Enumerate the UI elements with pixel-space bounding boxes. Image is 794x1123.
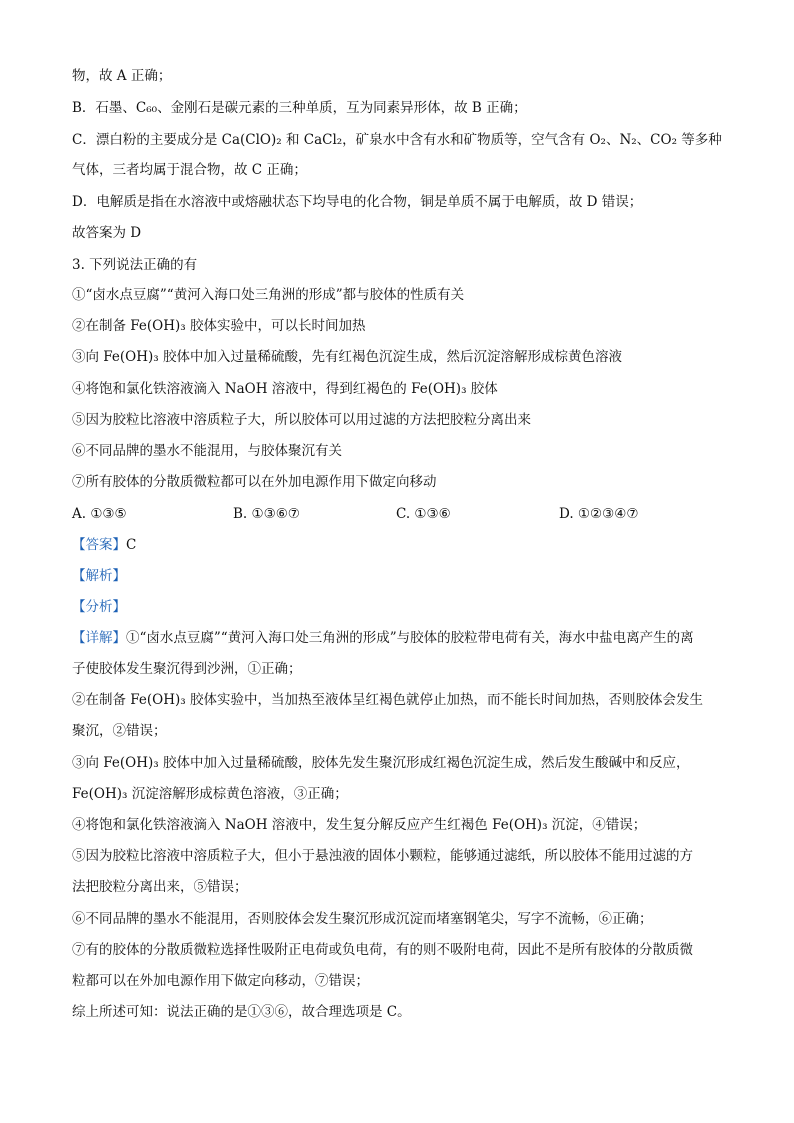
- option-b: B. ①③⑥⑦: [233, 506, 300, 522]
- question-stem: 3. 下列说法正确的有: [72, 257, 198, 273]
- statement-1: ①“卤水点豆腐”“黄河入海口处三角洲的形成”都与胶体的性质有关: [72, 287, 465, 303]
- answer-label: 【答案】: [72, 537, 126, 553]
- text-line-5: D．电解质是指在水溶液中或熔融状态下均导电的化合物，铜是单质不属于电解质，故 D 错误；: [72, 194, 643, 210]
- detail-line-6: Fe(OH)₃ 沉淀溶解形成棕黄色溶液，③正确；: [72, 786, 348, 802]
- detail-line-12: 粒都可以在外加电源作用下做定向移动，⑦错误；: [72, 973, 369, 989]
- option-c: C. ①③⑥: [396, 506, 451, 522]
- answer-line: [72, 535, 732, 555]
- detail-line-11: ⑦有的胶体的分散质微粒选择性吸附正电荷或负电荷，有的则不吸附电荷，因此不是所有胶体的分散质微: [72, 942, 693, 958]
- fenxi-label: 【分析】: [72, 599, 126, 615]
- option-d: D. ①②③④⑦: [559, 506, 639, 522]
- detail-line-1: [72, 628, 732, 648]
- statement-7: ⑦所有胶体的分散质微粒都可以在外加电源作用下做定向移动: [72, 474, 437, 490]
- text-line-3: C．漂白粉的主要成分是 Ca(ClO)₂ 和 CaCl₂，矿泉水中含有水和矿物质等，空气含有 O₂、N₂、CO₂ 等多种: [72, 132, 722, 148]
- statement-6: ⑥不同品牌的墨水不能混用，与胶体聚沉有关: [72, 443, 342, 459]
- statement-3: ③向 Fe(OH)₃ 胶体中加入过量稀硫酸，先有红褐色沉淀生成，然后沉淀溶解形成棕黄色溶液: [72, 349, 622, 365]
- text-line-2: B．石墨、C₆₀、金刚石是碳元素的三种单质，互为同素异形体，故 B 正确；: [72, 100, 527, 116]
- text-line-4: 气体，三者均属于混合物，故 C 正确；: [72, 162, 307, 178]
- text-line-1: 物，故 A 正确；: [72, 68, 172, 84]
- text-line-6: 故答案为 D: [72, 225, 142, 241]
- statement-4: ④将饱和氯化铁溶液滴入 NaOH 溶液中，得到红褐色的 Fe(OH)₃ 胶体: [72, 381, 498, 397]
- fenxi-heading: [72, 597, 732, 617]
- detail-line-9: 法把胶粒分离出来，⑤错误；: [72, 879, 248, 895]
- detail-label: 【详解】: [72, 630, 126, 646]
- detail-line-2: 子使胶体发生聚沉得到沙洲，①正确；: [72, 661, 302, 677]
- statement-5: ⑤因为胶粒比溶液中溶质粒子大，所以胶体可以用过滤的方法把胶粒分离出来: [72, 412, 531, 428]
- detail-line-4: 聚沉，②错误；: [72, 723, 167, 739]
- analysis-label: 【解析】: [72, 568, 126, 584]
- detail-text: ①“卤水点豆腐”“黄河入海口处三角洲的形成”与胶体的胶粒带电荷有关，海水中盐电离产生的离: [126, 630, 694, 646]
- detail-line-7: ④将饱和氯化铁溶液滴入 NaOH 溶液中，发生复分解反应产生红褐色 Fe(OH)₃ 沉淀，④错误；: [72, 817, 647, 833]
- option-a: A. ①③⑤: [72, 506, 127, 522]
- analysis-heading: [72, 566, 732, 586]
- detail-line-3: ②在制备 Fe(OH)₃ 胶体实验中，当加热至液体呈红褐色就停止加热，而不能长时间加热，否则胶体会发生: [72, 692, 703, 708]
- statement-2: ②在制备 Fe(OH)₃ 胶体实验中，可以长时间加热: [72, 318, 366, 334]
- answer-value: C: [126, 537, 137, 553]
- detail-line-10: ⑥不同品牌的墨水不能混用，否则胶体会发生聚沉形成沉淀而堵塞钢笔尖，写字不流畅，⑥正确；: [72, 911, 653, 927]
- detail-line-5: ③向 Fe(OH)₃ 胶体中加入过量稀硫酸，胶体先发生聚沉形成红褐色沉淀生成，然后发生酸碱中和反应，: [72, 755, 690, 771]
- detail-line-8: ⑤因为胶粒比溶液中溶质粒子大，但小于悬浊液的固体小颗粒，能够通过滤纸，所以胶体不能用过滤的方: [72, 848, 693, 864]
- conclusion-line: 综上所述可知：说法正确的是①③⑥，故合理选项是 C。: [72, 1004, 411, 1020]
